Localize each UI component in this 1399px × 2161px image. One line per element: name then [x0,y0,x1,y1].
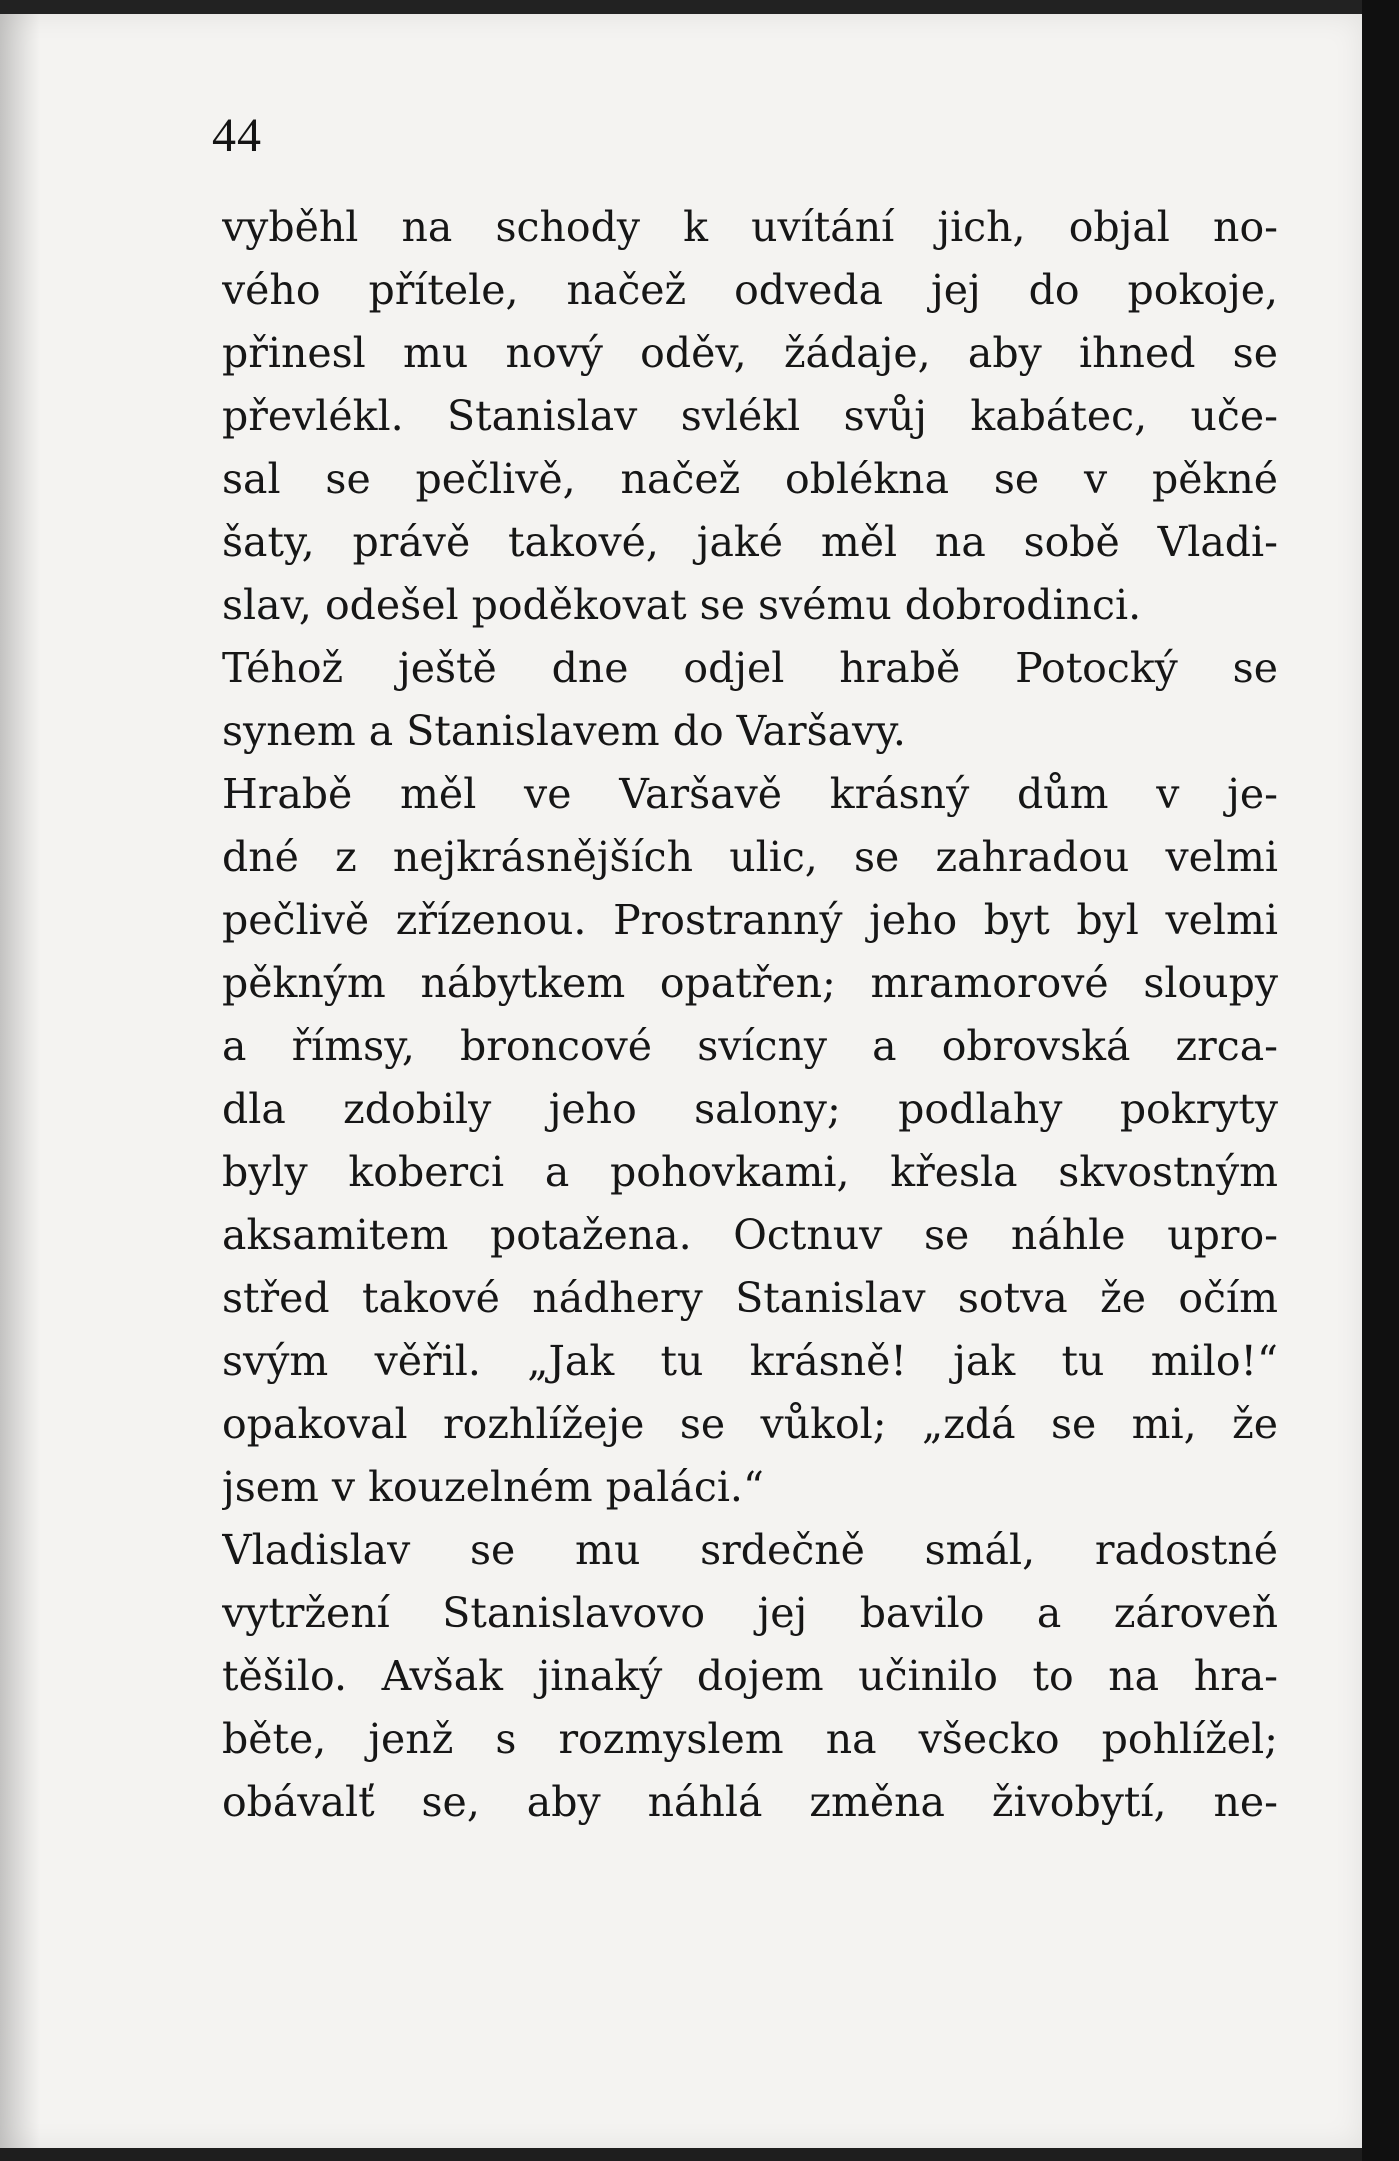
text-line: Téhož ještě dne odjel hrabě Potocký se [222,644,1278,692]
text-line: byly koberci a pohovkami, křesla skvostným [222,1148,1278,1196]
text-line: Vladislav se mu srdečně smál, radostné [222,1526,1278,1574]
text-line: pěkným nábytkem opatřen; mramorové sloupy [222,959,1278,1007]
text-line: šaty, právě takové, jaké měl na sobě Vladi- [222,518,1278,566]
text-line: vyběhl na schody k uvítání jich, objal no- [222,203,1278,251]
text-line: běte, jenž s rozmyslem na všecko pohlížel; [222,1715,1278,1763]
text-line: obávalť se, aby náhlá změna živobytí, ne- [222,1778,1278,1826]
text-line: sal se pečlivě, načež oblékna se v pěkné [222,455,1278,503]
gutter-shadow [0,14,40,2148]
text-line: těšilo. Avšak jinaký dojem učinilo to na hra- [222,1652,1278,1700]
text-line: dla zdobily jeho salony; podlahy pokryty [222,1085,1278,1133]
text-line: přinesl mu nový oděv, žádaje, aby ihned se [222,329,1278,377]
right-scan-edge [1362,0,1399,2161]
text-line: slav, odešel poděkovat se svému dobrodinci. [222,581,1142,629]
text-line: dné z nejkrásnějších ulic, se zahradou velmi [222,833,1278,881]
page-number: 44 [212,109,262,162]
text-line: jsem v kouzelném paláci.“ [222,1463,764,1511]
top-scan-edge [0,0,1362,14]
text-line: Hrabě měl ve Varšavě krásný dům v je- [222,770,1278,818]
bottom-scan-edge [0,2148,1362,2161]
text-line: synem a Stanislavem do Varšavy. [222,707,906,755]
text-line: opakoval rozhlížeje se vůkol; „zdá se mi, že [222,1400,1278,1448]
text-line: převlékl. Stanislav svlékl svůj kabátec, uče- [222,392,1278,440]
text-line: střed takové nádhery Stanislav sotva že očím [222,1274,1278,1322]
text-line: vého přítele, načež odveda jej do pokoje, [222,266,1278,314]
text-line: svým věřil. „Jak tu krásně! jak tu milo!“ [222,1337,1278,1385]
text-line: aksamitem potažena. Octnuv se náhle upro- [222,1211,1278,1259]
text-line: vytržení Stanislavovo jej bavilo a zároveň [222,1589,1278,1637]
text-line: a římsy, broncové svícny a obrovská zrca- [222,1022,1278,1070]
text-line: pečlivě zřízenou. Prostranný jeho byt byl velmi [222,896,1278,944]
body-text [222,196,1278,1834]
